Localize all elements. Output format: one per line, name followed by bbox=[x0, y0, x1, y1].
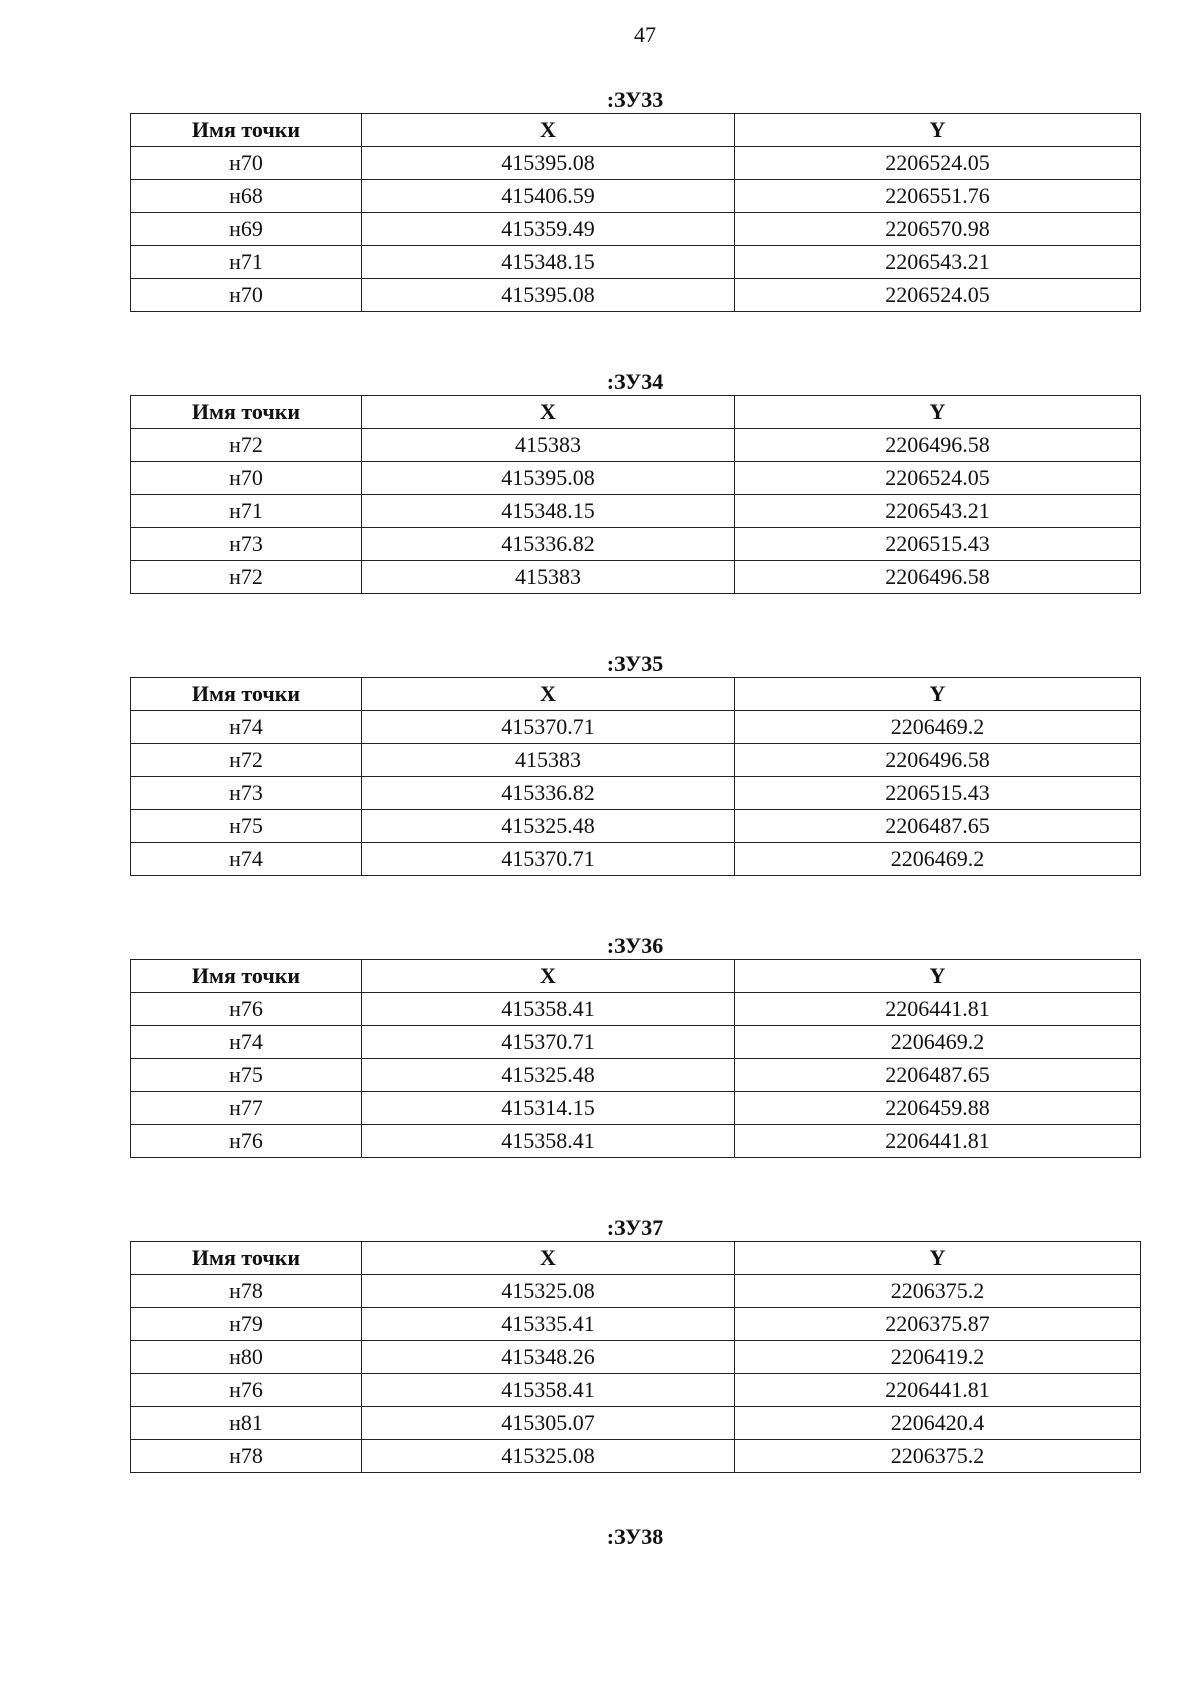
coordinate-section bbox=[130, 644, 1140, 876]
coordinate-table bbox=[130, 113, 1141, 312]
table-row bbox=[131, 147, 1141, 180]
coordinate-table bbox=[130, 1241, 1141, 1473]
y-coordinate-cell: 2206570.98 bbox=[735, 213, 1141, 246]
y-coordinate-cell: 2206459.88 bbox=[735, 1092, 1141, 1125]
table-row bbox=[131, 744, 1141, 777]
table-row bbox=[131, 1275, 1141, 1308]
point-name-cell: н68 bbox=[131, 180, 362, 213]
x-coordinate-cell: 415370.71 bbox=[362, 711, 735, 744]
point-name-cell: н79 bbox=[131, 1308, 362, 1341]
point-name-cell: н75 bbox=[131, 810, 362, 843]
x-coordinate-cell: 415395.08 bbox=[362, 147, 735, 180]
document-content bbox=[130, 80, 1140, 1550]
point-name-cell: н74 bbox=[131, 1026, 362, 1059]
header-y: Y bbox=[735, 678, 1141, 711]
y-coordinate-cell: 2206515.43 bbox=[735, 777, 1141, 810]
table-row bbox=[131, 993, 1141, 1026]
point-name-cell: н77 bbox=[131, 1092, 362, 1125]
y-coordinate-cell: 2206441.81 bbox=[735, 993, 1141, 1026]
y-coordinate-cell: 2206515.43 bbox=[735, 528, 1141, 561]
header-point-name: Имя точки bbox=[131, 678, 362, 711]
header-x: X bbox=[362, 1242, 735, 1275]
section-title: :ЗУ36 bbox=[606, 933, 664, 958]
coordinate-section bbox=[130, 1208, 1140, 1473]
x-coordinate-cell: 415336.82 bbox=[362, 528, 735, 561]
table-row bbox=[131, 1440, 1141, 1473]
table-row bbox=[131, 180, 1141, 213]
x-coordinate-cell: 415395.08 bbox=[362, 462, 735, 495]
x-coordinate-cell: 415325.48 bbox=[362, 1059, 735, 1092]
x-coordinate-cell: 415406.59 bbox=[362, 180, 735, 213]
point-name-cell: н74 bbox=[131, 843, 362, 876]
coordinate-table bbox=[130, 677, 1141, 876]
header-y: Y bbox=[735, 960, 1141, 993]
y-coordinate-cell: 2206375.2 bbox=[735, 1275, 1141, 1308]
point-name-cell: н70 bbox=[131, 279, 362, 312]
coordinate-section bbox=[130, 926, 1140, 1158]
x-coordinate-cell: 415383 bbox=[362, 561, 735, 594]
x-coordinate-cell: 415335.41 bbox=[362, 1308, 735, 1341]
coordinate-table bbox=[130, 395, 1141, 594]
point-name-cell: н73 bbox=[131, 777, 362, 810]
table-row bbox=[131, 1059, 1141, 1092]
x-coordinate-cell: 415395.08 bbox=[362, 279, 735, 312]
table-row bbox=[131, 495, 1141, 528]
header-point-name: Имя точки bbox=[131, 114, 362, 147]
table-header-row bbox=[131, 114, 1141, 147]
point-name-cell: н71 bbox=[131, 495, 362, 528]
table-row bbox=[131, 246, 1141, 279]
table-row bbox=[131, 810, 1141, 843]
x-coordinate-cell: 415336.82 bbox=[362, 777, 735, 810]
point-name-cell: н72 bbox=[131, 744, 362, 777]
x-coordinate-cell: 415348.26 bbox=[362, 1341, 735, 1374]
table-row bbox=[131, 1026, 1141, 1059]
section-title: :ЗУ37 bbox=[606, 1215, 664, 1240]
table-row bbox=[131, 1308, 1141, 1341]
header-point-name: Имя точки bbox=[131, 960, 362, 993]
x-coordinate-cell: 415359.49 bbox=[362, 213, 735, 246]
point-name-cell: н80 bbox=[131, 1341, 362, 1374]
table-row bbox=[131, 213, 1141, 246]
coordinate-section bbox=[130, 80, 1140, 312]
page-number: 47 bbox=[634, 22, 656, 47]
point-name-cell: н75 bbox=[131, 1059, 362, 1092]
next-section-title: :ЗУ38 bbox=[606, 1524, 664, 1549]
point-name-cell: н71 bbox=[131, 246, 362, 279]
table-row bbox=[131, 561, 1141, 594]
y-coordinate-cell: 2206441.81 bbox=[735, 1374, 1141, 1407]
y-coordinate-cell: 2206551.76 bbox=[735, 180, 1141, 213]
table-row bbox=[131, 528, 1141, 561]
y-coordinate-cell: 2206419.2 bbox=[735, 1341, 1141, 1374]
x-coordinate-cell: 415325.08 bbox=[362, 1275, 735, 1308]
table-row bbox=[131, 1341, 1141, 1374]
section-title: :ЗУ34 bbox=[606, 369, 664, 394]
table-row bbox=[131, 843, 1141, 876]
point-name-cell: н78 bbox=[131, 1440, 362, 1473]
x-coordinate-cell: 415348.15 bbox=[362, 495, 735, 528]
y-coordinate-cell: 2206543.21 bbox=[735, 495, 1141, 528]
y-coordinate-cell: 2206375.2 bbox=[735, 1440, 1141, 1473]
header-point-name: Имя точки bbox=[131, 396, 362, 429]
x-coordinate-cell: 415383 bbox=[362, 744, 735, 777]
x-coordinate-cell: 415348.15 bbox=[362, 246, 735, 279]
y-coordinate-cell: 2206441.81 bbox=[735, 1125, 1141, 1158]
y-coordinate-cell: 2206469.2 bbox=[735, 843, 1141, 876]
table-header-row bbox=[131, 396, 1141, 429]
header-y: Y bbox=[735, 396, 1141, 429]
point-name-cell: н76 bbox=[131, 1374, 362, 1407]
point-name-cell: н76 bbox=[131, 1125, 362, 1158]
y-coordinate-cell: 2206487.65 bbox=[735, 1059, 1141, 1092]
point-name-cell: н70 bbox=[131, 462, 362, 495]
y-coordinate-cell: 2206469.2 bbox=[735, 711, 1141, 744]
y-coordinate-cell: 2206469.2 bbox=[735, 1026, 1141, 1059]
point-name-cell: н69 bbox=[131, 213, 362, 246]
table-header-row bbox=[131, 1242, 1141, 1275]
x-coordinate-cell: 415358.41 bbox=[362, 1374, 735, 1407]
x-coordinate-cell: 415370.71 bbox=[362, 1026, 735, 1059]
table-row bbox=[131, 462, 1141, 495]
section-title: :ЗУ33 bbox=[606, 87, 664, 112]
coordinate-section bbox=[130, 362, 1140, 594]
x-coordinate-cell: 415325.08 bbox=[362, 1440, 735, 1473]
point-name-cell: н72 bbox=[131, 561, 362, 594]
point-name-cell: н81 bbox=[131, 1407, 362, 1440]
y-coordinate-cell: 2206496.58 bbox=[735, 561, 1141, 594]
header-x: X bbox=[362, 114, 735, 147]
x-coordinate-cell: 415305.07 bbox=[362, 1407, 735, 1440]
table-header-row bbox=[131, 678, 1141, 711]
x-coordinate-cell: 415314.15 bbox=[362, 1092, 735, 1125]
point-name-cell: н73 bbox=[131, 528, 362, 561]
point-name-cell: н78 bbox=[131, 1275, 362, 1308]
point-name-cell: н76 bbox=[131, 993, 362, 1026]
table-row bbox=[131, 777, 1141, 810]
point-name-cell: н74 bbox=[131, 711, 362, 744]
header-x: X bbox=[362, 396, 735, 429]
section-title: :ЗУ35 bbox=[606, 651, 664, 676]
coordinate-table bbox=[130, 959, 1141, 1158]
header-y: Y bbox=[735, 114, 1141, 147]
header-point-name: Имя точки bbox=[131, 1242, 362, 1275]
y-coordinate-cell: 2206487.65 bbox=[735, 810, 1141, 843]
x-coordinate-cell: 415358.41 bbox=[362, 993, 735, 1026]
y-coordinate-cell: 2206524.05 bbox=[735, 147, 1141, 180]
table-row bbox=[131, 1092, 1141, 1125]
table-row bbox=[131, 1125, 1141, 1158]
x-coordinate-cell: 415383 bbox=[362, 429, 735, 462]
point-name-cell: н70 bbox=[131, 147, 362, 180]
table-row bbox=[131, 1407, 1141, 1440]
x-coordinate-cell: 415325.48 bbox=[362, 810, 735, 843]
header-x: X bbox=[362, 678, 735, 711]
header-y: Y bbox=[735, 1242, 1141, 1275]
y-coordinate-cell: 2206375.87 bbox=[735, 1308, 1141, 1341]
point-name-cell: н72 bbox=[131, 429, 362, 462]
y-coordinate-cell: 2206524.05 bbox=[735, 462, 1141, 495]
table-row bbox=[131, 429, 1141, 462]
table-row bbox=[131, 711, 1141, 744]
y-coordinate-cell: 2206496.58 bbox=[735, 744, 1141, 777]
table-row bbox=[131, 279, 1141, 312]
y-coordinate-cell: 2206524.05 bbox=[735, 279, 1141, 312]
header-x: X bbox=[362, 960, 735, 993]
y-coordinate-cell: 2206420.4 bbox=[735, 1407, 1141, 1440]
table-row bbox=[131, 1374, 1141, 1407]
x-coordinate-cell: 415358.41 bbox=[362, 1125, 735, 1158]
x-coordinate-cell: 415370.71 bbox=[362, 843, 735, 876]
y-coordinate-cell: 2206543.21 bbox=[735, 246, 1141, 279]
y-coordinate-cell: 2206496.58 bbox=[735, 429, 1141, 462]
table-header-row bbox=[131, 960, 1141, 993]
